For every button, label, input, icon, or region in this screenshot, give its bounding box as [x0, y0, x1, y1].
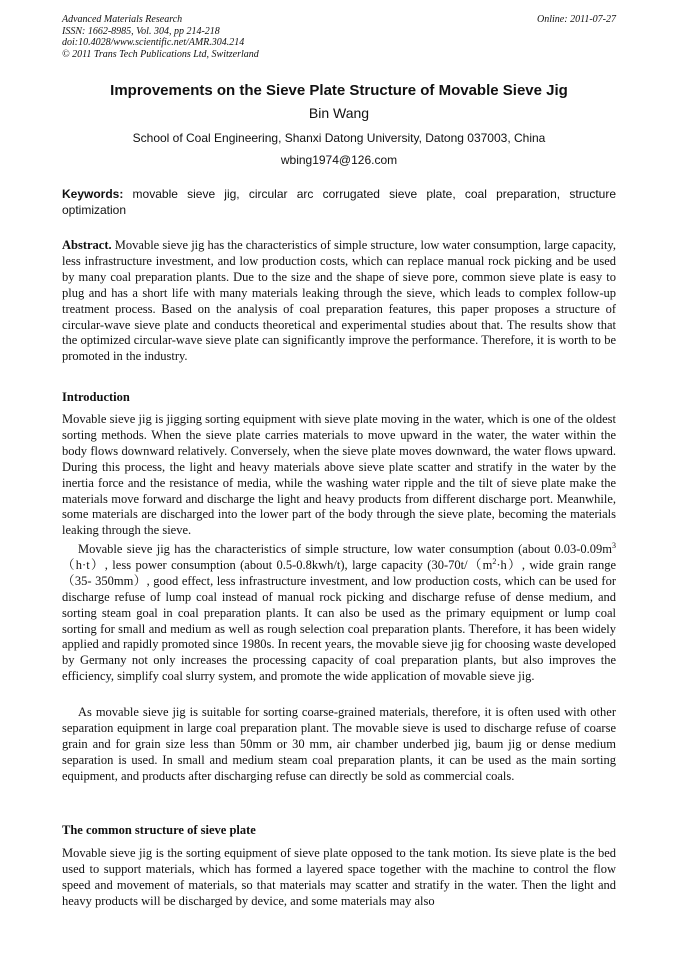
author-email: wbing1974@126.com — [280, 153, 398, 167]
section-heading-common-structure: The common structure of sieve plate — [62, 823, 256, 837]
journal-name: Advanced Materials Research — [62, 14, 183, 25]
section2-paragraph-1: Movable sieve jig is the sorting equipment of sieve plate opposed to the tank motion. Its sieve plate is the bed used to support materials, which has formed a layered space together with the machine to control the flow speed and movement of materials, so that materials may scatter and stratify in the water. Then the light and heavy products will be discharged by device, and some materials may also — [62, 846, 616, 908]
issn-line: ISSN: 1662-8985, Vol. 304, pp 214-218 — [62, 25, 220, 37]
section-heading-introduction: Introduction — [62, 390, 130, 404]
doi-line: doi:10.4028/www.scientific.net/AMR.304.214 — [62, 37, 245, 48]
copyright-line: © 2011 Trans Tech Publications Ltd, Switzerland — [62, 48, 259, 60]
journal-header — [62, 14, 616, 60]
superscript-3: 3 — [612, 540, 616, 550]
keywords-label: Keywords: — [62, 187, 124, 201]
intro-paragraph-3: As movable sieve jig is suitable for sorting coarse-grained materials, therefore, it is often used with other separation equipment in large coal preparation plant. The movable sieve is used to discharge refuse of coarse grain and for grain size less than 50mm or 30 mm, air chamber underbed jig, baum jig or dense medium separation is used. In small and medium steam coal preparation plants, it can be used as the main sorting equipment, and products after discharging refuse can directly be sold as commercial coals. — [62, 705, 616, 783]
keywords-text: movable sieve jig, circular arc corrugated sieve plate, coal preparation, structure optimization — [62, 187, 616, 217]
intro-p2-part-a: Movable sieve jig has the characteristics of simple structure, low water consumption (about 0.03-0.09m — [78, 542, 612, 556]
intro-p2-part-b: （h·t）, less power consumption (about 0.5-0.8kwh/t), large capacity (30-70t/（m — [62, 557, 493, 572]
author-name: Bin Wang — [308, 105, 370, 121]
abstract-text: Movable sieve jig has the characteristics of simple structure, low water consumption, large capacity, less infrastructure investment, and low production costs, which can replace manual rock picking and be used by many coal preparation plants. Due to the size and the shape of sieve pore, common sieve plate is easy to plug and has a short life with many materials leaking through the sieve, which leads to complex follow-up treatment process. Based on the analysis of coal preparation features, this paper proposes a structure of circular-wave sieve plate and conducts theoretical and experimental studies about that. The results show that the optimized circular-wave sieve plate can significantly improve the performance. Therefore, it is worth to be promoted in the industry. — [62, 238, 616, 364]
affiliation: School of Coal Engineering, Shanxi Datong University, Datong 037003, China — [132, 131, 546, 145]
intro-paragraph-1: Movable sieve jig is jigging sorting equipment with sieve plate moving in the water, which is one of the oldest sorting methods. When the sieve plate carries materials to move upward in the water, the water within the body flows downward relatively. Conversely, when the sieve plate moves downward, the water flows upward. During this process, the light and heavy materials above sieve plate scatter and stratify in the water by the inertia force and the resistance of media, while the washing water ripple and the tilt of sieve plate make the materials move forward and discharge the light and heavy products from different discharge port. Meanwhile, some materials are discharged into the lower part of the body through the sieve plate, becoming the materials leaking through the sieve. — [62, 412, 616, 538]
online-date: Online: 2011-07-27 — [537, 14, 616, 25]
intro-p2-part-c: ·h）, wide grain range（35- 350mm）, good effect, less infrastructure investment, and low production costs, which can be used for discharge refuse of lump coal instead of manual rock picking and discharge refuse of dense medium, and sorting steam goal in coal preparation plants. It can also be used as the primary equipment or lump coal sorting for small and medium as well as rough selection coal preparation plants. Therefore, it has been widely applied and rapidly promoted since 1980s. In recent years, the movable sieve jig for choosing waste developed by Germany not only increases the processing capacity of coal preparation plants, but also improves the efficiency, simplify coal slurry system, and promote the wide application of movable sieve jig. — [62, 557, 617, 684]
keywords — [62, 187, 616, 218]
superscript-2: 2 — [492, 556, 497, 566]
abstract-label: Abstract. — [62, 238, 112, 252]
paper-title: Improvements on the Sieve Plate Structure of Movable Sieve Jig — [110, 82, 568, 99]
intro-paragraph-2 — [62, 542, 616, 685]
abstract — [62, 238, 616, 365]
